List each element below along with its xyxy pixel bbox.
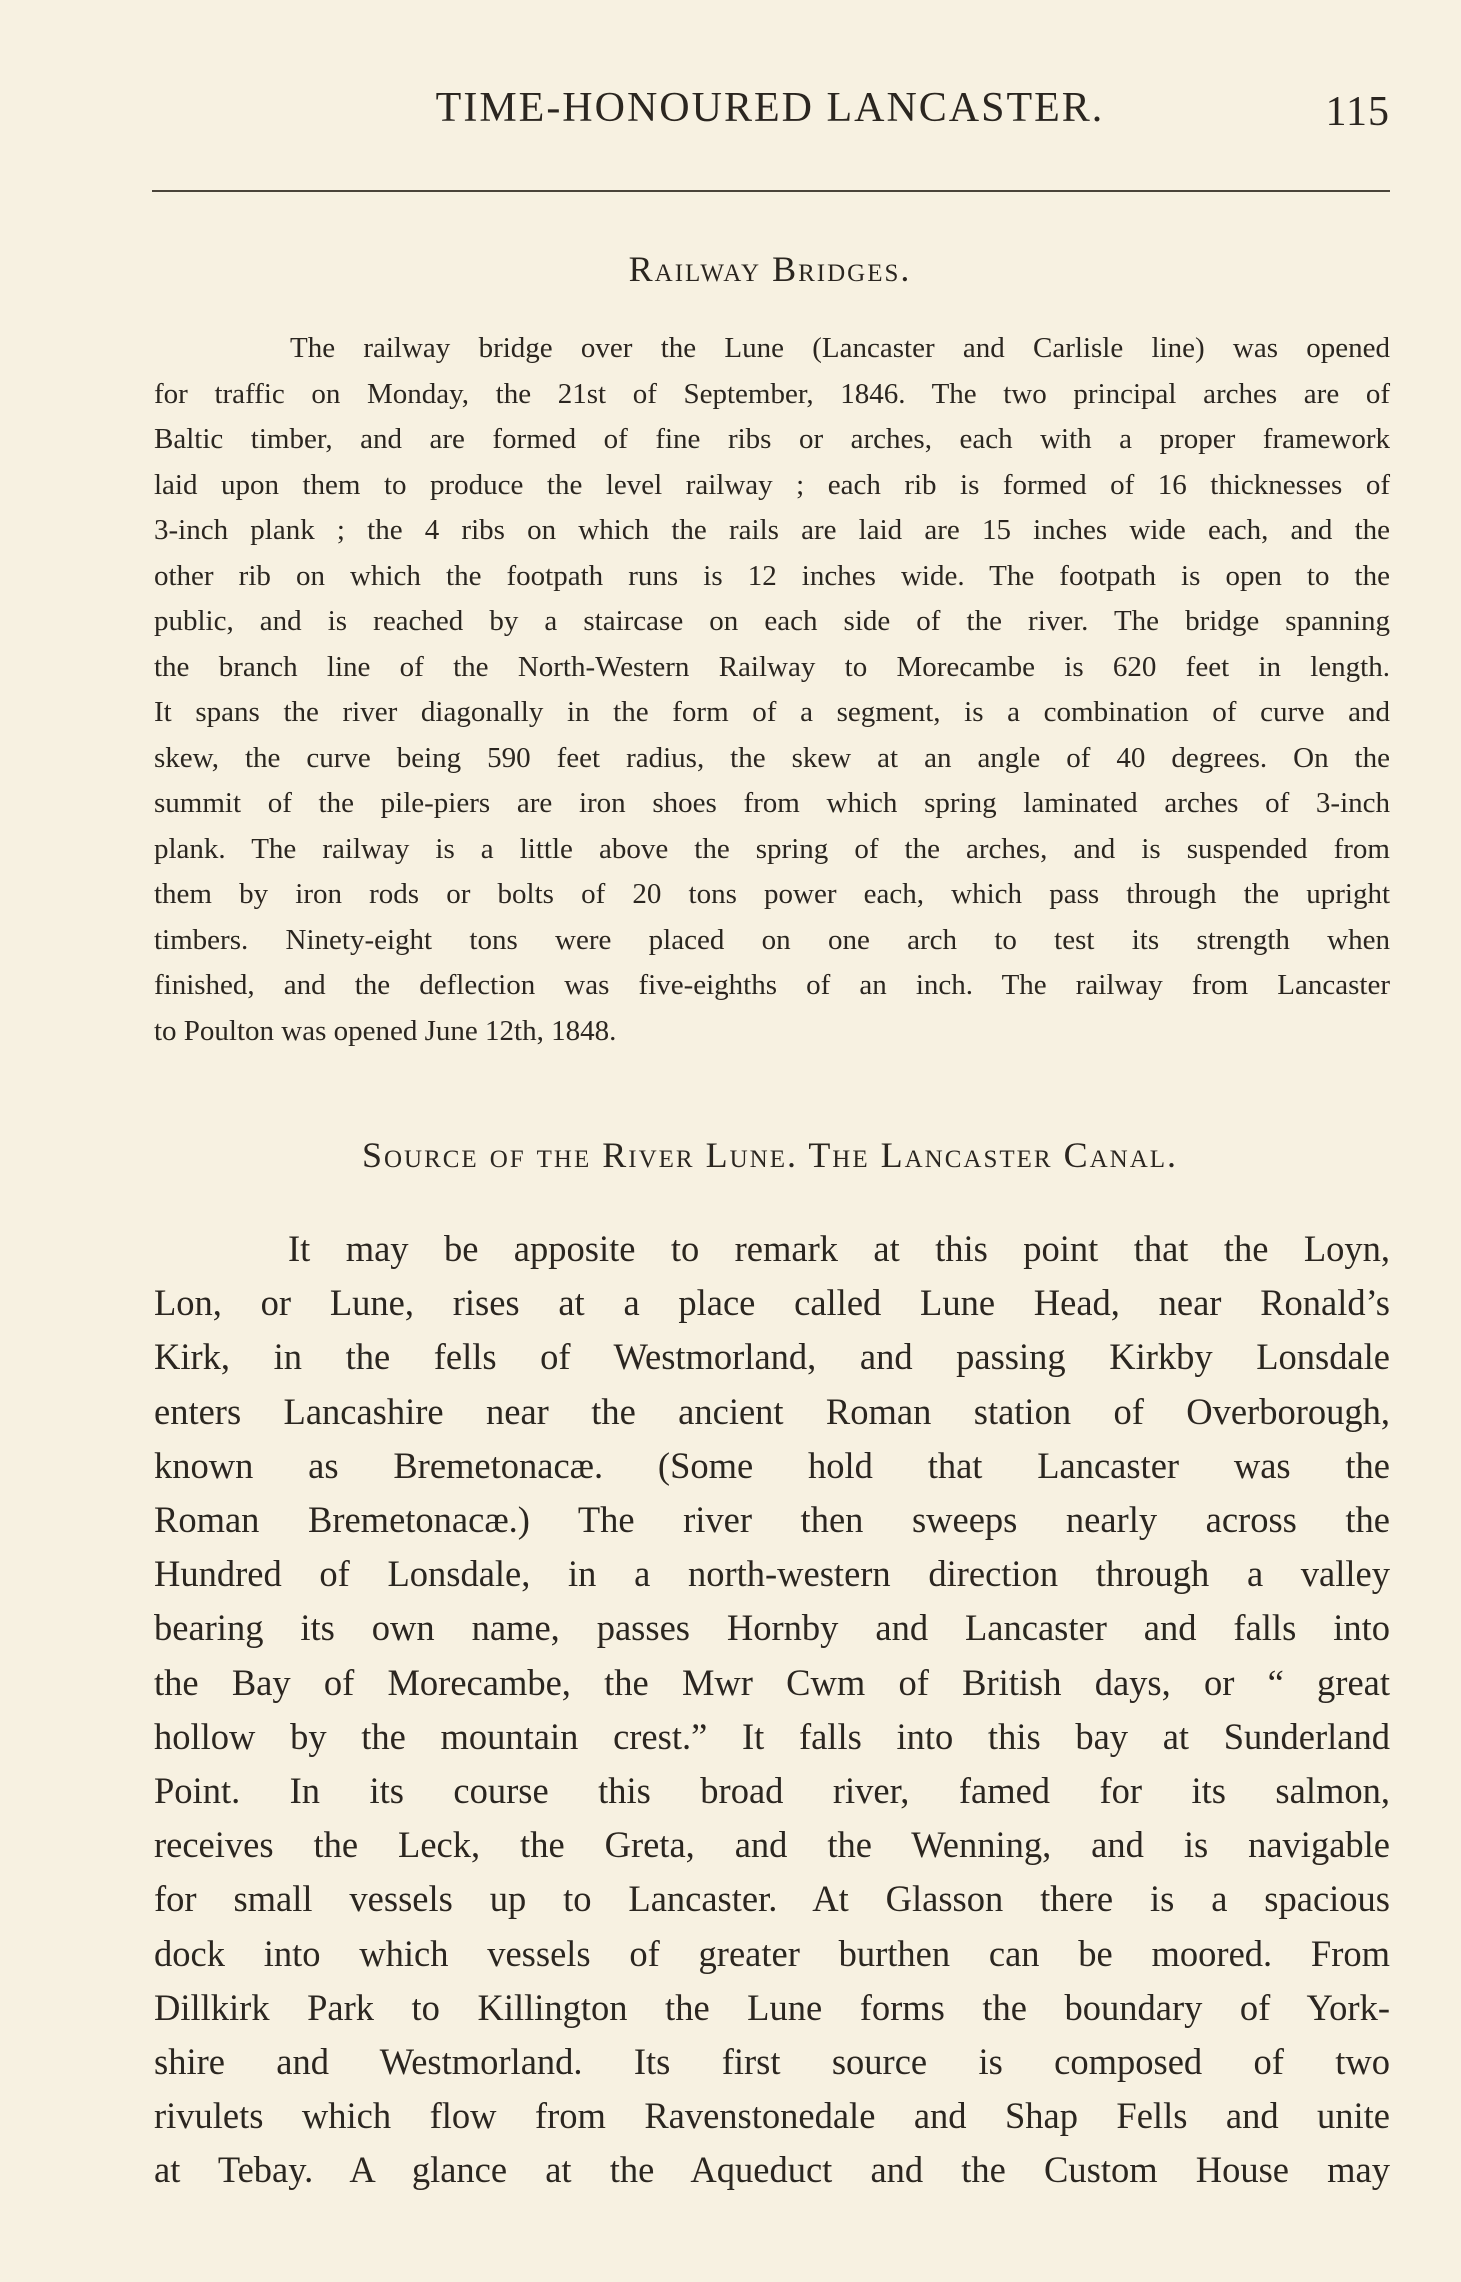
- text-line: Point. In its course this broad river, famed for its salmon,: [154, 1770, 1390, 1812]
- text-line: the branch line of the North-Western Railway to Morecambe is 620 feet in length.: [154, 650, 1390, 683]
- running-title: TIME-HONOURED LANCASTER.: [435, 85, 1105, 131]
- text-line: the Bay of Morecambe, the Mwr Cwm of British days, or “ great: [154, 1661, 1390, 1703]
- header-rule: [152, 190, 1390, 192]
- text-line: shire and Westmorland. Its first source is composed of two: [154, 2041, 1390, 2083]
- text-line: skew, the curve being 590 feet radius, the skew at an angle of 40 degrees. On the: [154, 741, 1390, 774]
- text-line: enters Lancashire near the ancient Roman station of Overborough,: [154, 1390, 1390, 1432]
- text-line: laid upon them to produce the level railway ; each rib is formed of 16 thicknesses of: [154, 468, 1390, 501]
- text-line: public, and is reached by a staircase on each side of the river. The bridge spanning: [154, 605, 1390, 637]
- paragraph-river-lune: [154, 1222, 1390, 2198]
- paragraph-railway-bridges: [154, 326, 1390, 1054]
- text-line: Hundred of Lonsdale, in a north-western direction through a valley: [154, 1553, 1390, 1595]
- text-line: Baltic timber, and are formed of fine ribs or arches, each with a proper framework: [154, 423, 1390, 455]
- text-line: for small vessels up to Lancaster. At Glasson there is a spacious: [154, 1878, 1390, 1920]
- text-line: Lon, or Lune, rises at a place called Lune Head, near Ronald’s: [154, 1282, 1390, 1324]
- text-line: hollow by the mountain crest.” It falls into this bay at Sunderland: [154, 1715, 1390, 1757]
- running-head: [150, 84, 1390, 144]
- text-line: them by iron rods or bolts of 20 tons power each, which pass through the upright: [154, 878, 1390, 910]
- text-line: plank. The railway is a little above the spring of the arches, and is suspended from: [154, 832, 1390, 865]
- text-line: It may be apposite to remark at this point that the Loyn,: [288, 1228, 1390, 1269]
- text-line: summit of the pile-piers are iron shoes from which spring laminated arches of 3-inch: [154, 787, 1390, 819]
- text-line: Roman Bremetonacæ.) The river then sweeps nearly across the: [154, 1499, 1390, 1541]
- text-line: Kirk, in the fells of Westmorland, and passing Kirkby Lonsdale: [154, 1336, 1390, 1378]
- text-line: for traffic on Monday, the 21st of September, 1846. The two principal arches are of: [154, 377, 1390, 410]
- text-line: to Poulton was opened June 12th, 1848.: [154, 1014, 617, 1047]
- text-line: Dillkirk Park to Killington the Lune forms the boundary of York-: [154, 1986, 1390, 2028]
- text-line: It spans the river diagonally in the form of a segment, is a combination of curve and: [154, 696, 1390, 728]
- section-heading-river-lune: Source of the River Lune. The Lancaster Canal.: [361, 1135, 1179, 1175]
- text-line: 3-inch plank ; the 4 ribs on which the rails are laid are 15 inches wide each, and the: [154, 514, 1390, 546]
- text-line: The railway bridge over the Lune (Lancaster and Carlisle line) was opened: [290, 332, 1390, 364]
- text-line: rivulets which flow from Ravenstonedale and Shap Fells and unite: [154, 2095, 1390, 2137]
- page-number: 115: [1325, 89, 1390, 135]
- text-line: receives the Leck, the Greta, and the Wenning, and is navigable: [154, 1824, 1390, 1866]
- text-line: dock into which vessels of greater burthen can be moored. From: [154, 1932, 1390, 1974]
- section-heading-railway-bridges: Railway Bridges.: [628, 249, 912, 289]
- text-line: bearing its own name, passes Hornby and Lancaster and falls into: [154, 1607, 1390, 1649]
- text-line: finished, and the deflection was five-eighths of an inch. The railway from Lancaster: [154, 969, 1390, 1001]
- text-line: timbers. Ninety-eight tons were placed on one arch to test its strength when: [154, 923, 1390, 956]
- text-line: at Tebay. A glance at the Aqueduct and the Custom House may: [154, 2149, 1390, 2191]
- text-line: other rib on which the footpath runs is 12 inches wide. The footpath is open to the: [154, 559, 1390, 592]
- text-line: known as Bremetonacæ. (Some hold that Lancaster was the: [154, 1444, 1390, 1486]
